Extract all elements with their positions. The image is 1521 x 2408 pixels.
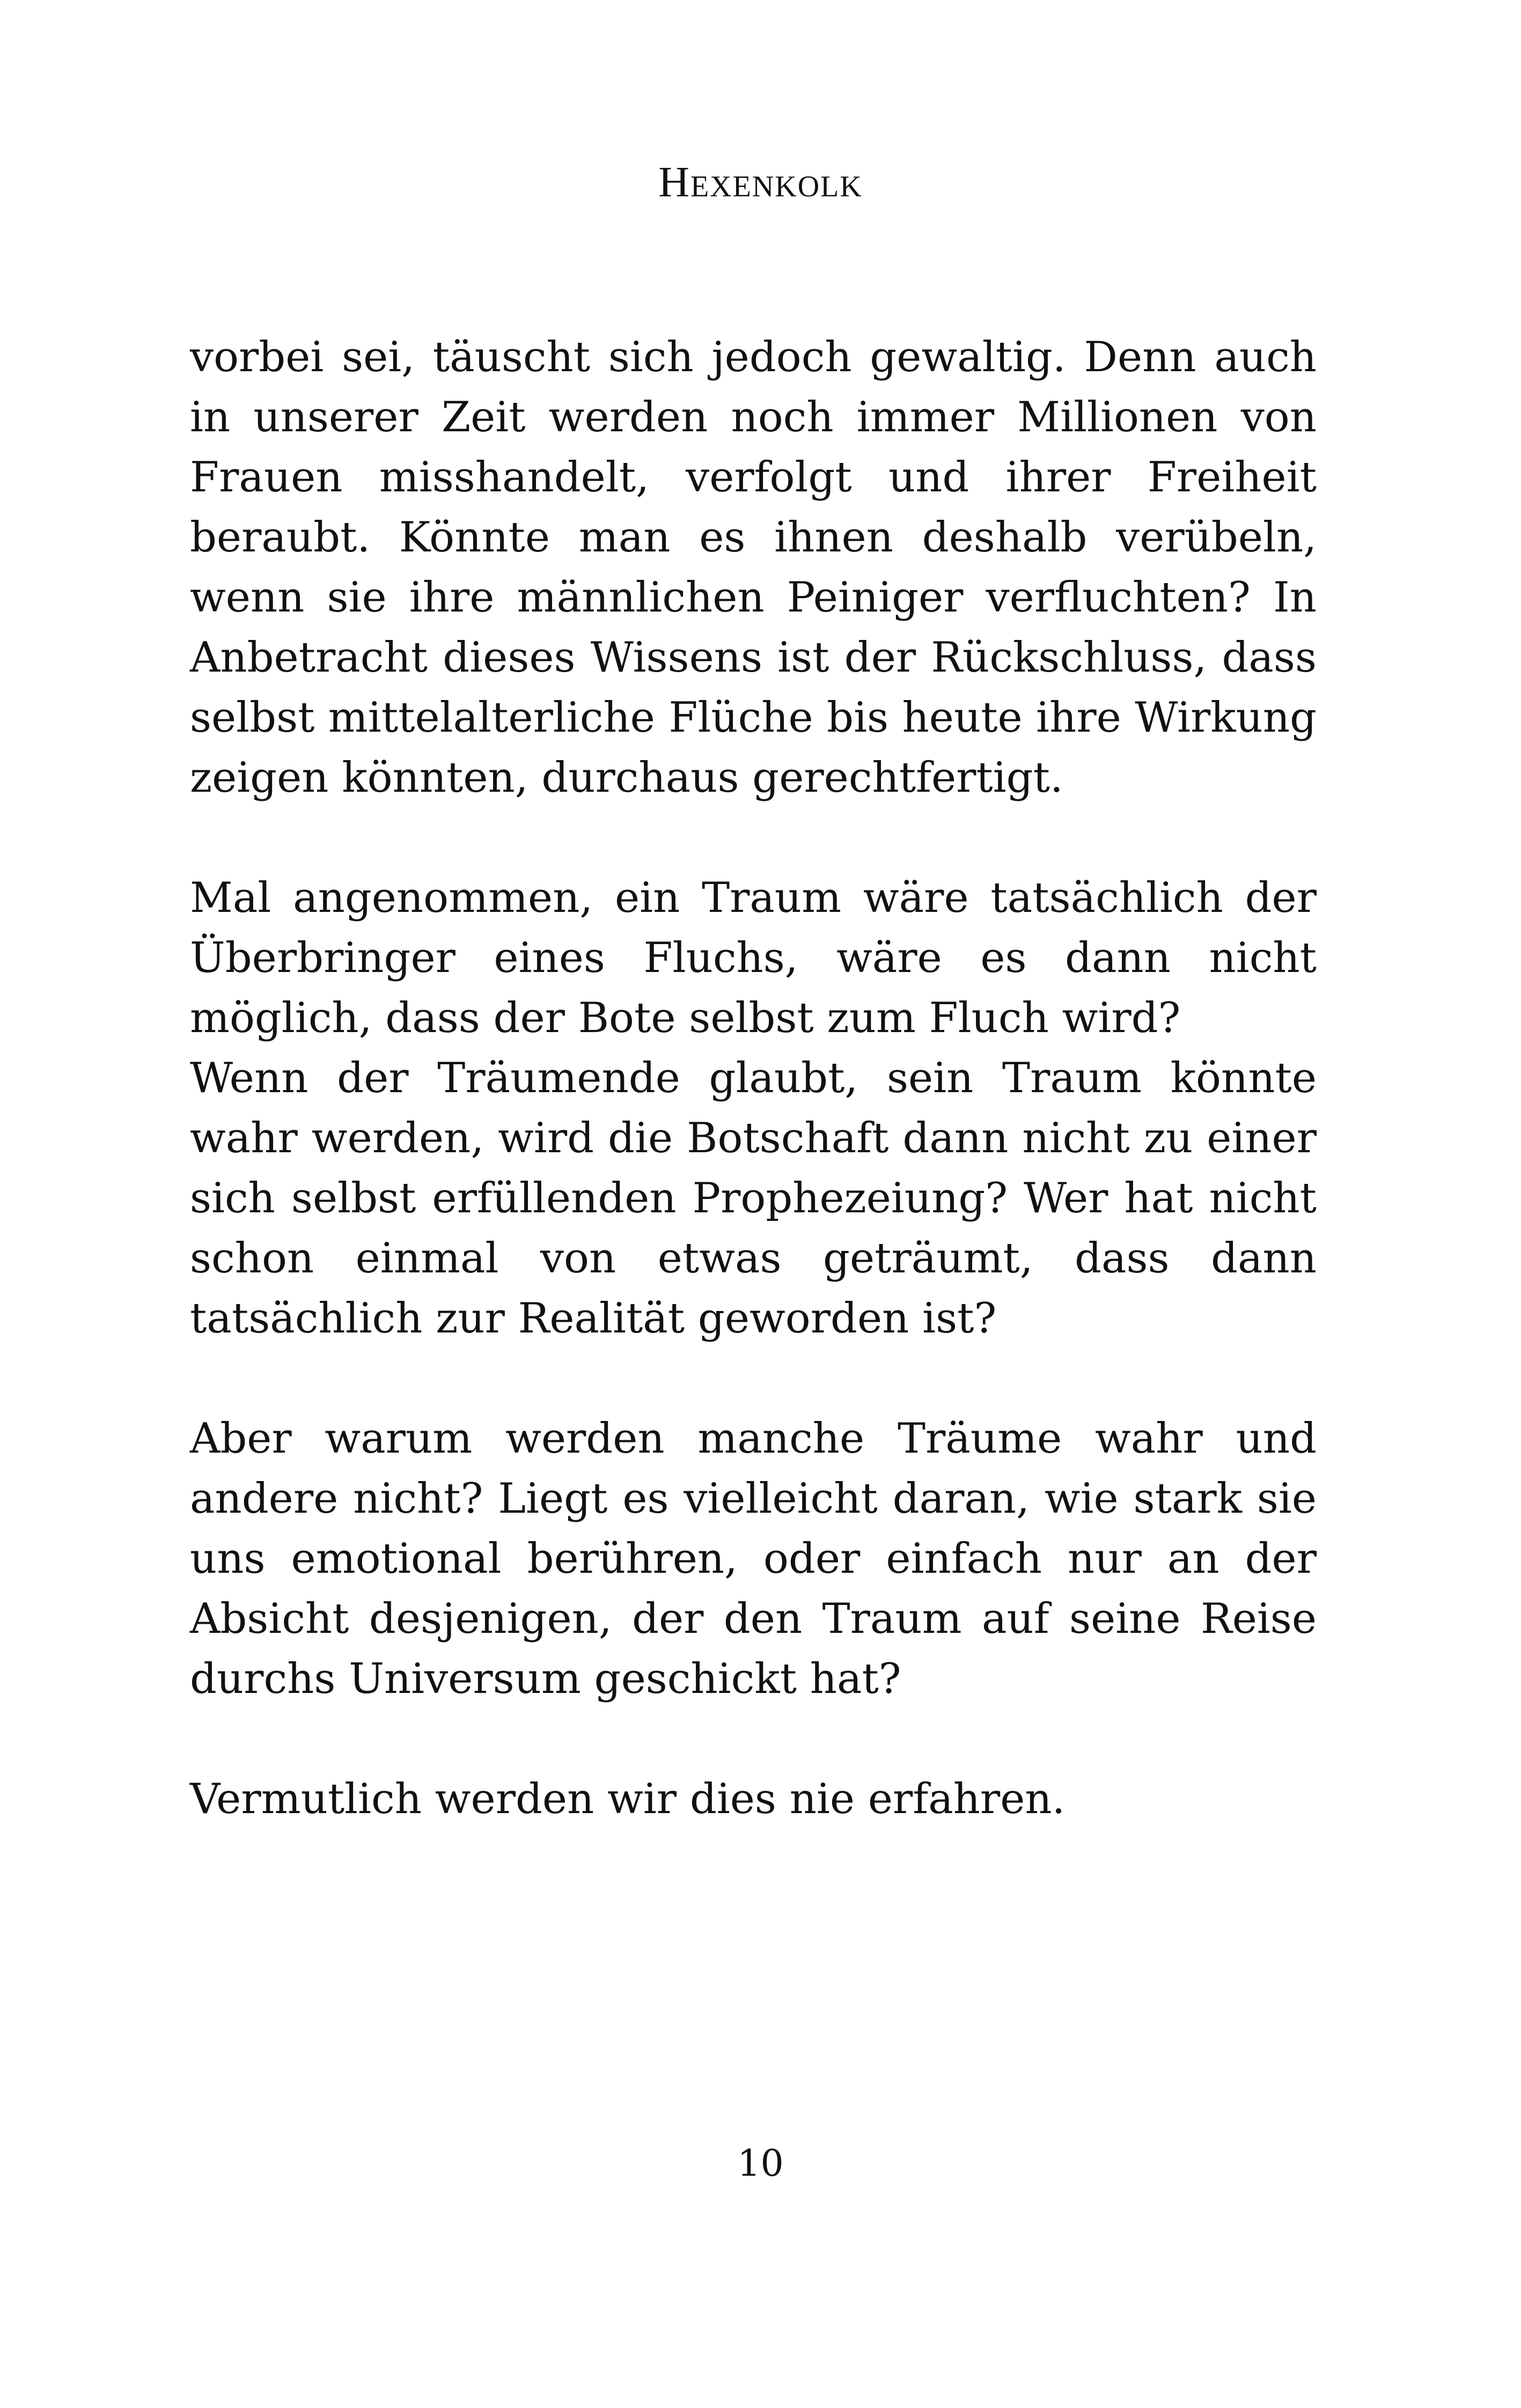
paragraph-2 [190,868,1317,1349]
text-line: vorbei sei, täuscht sich jedoch gewaltig. Denn auch [190,333,1317,381]
text-line: uns emotional berühren, oder einfach nur an der [190,1535,1317,1583]
paragraph-4 [190,1769,1317,1829]
running-header: Hexenkolk [658,159,863,206]
paragraph-3 [190,1409,1317,1709]
text-line: Vermutlich werden wir dies nie erfahren. [190,1775,1066,1823]
text-line: tatsächlich zur Realität geworden ist? [190,1294,997,1343]
text-line: Frauen misshandelt, verfolgt und ihrer Freiheit [190,453,1317,502]
text-line: beraubt. Könnte man es ihnen deshalb verübeln, [190,513,1317,562]
text-line: sich selbst erfüllenden Prophezeiung? Wer hat nicht [190,1174,1317,1223]
text-line: Mal angenommen, ein Traum wäre tatsächlich der [190,874,1317,922]
text-line: Wenn der Träumende glaubt, sein Traum könnte [190,1054,1317,1102]
text-line: wenn sie ihre männlichen Peiniger verfluchten? In [190,573,1317,622]
text-line: möglich, dass der Bote selbst zum Fluch wird? [190,994,1181,1042]
text-line: selbst mittelalterliche Flüche bis heute ihre Wirkung [190,694,1317,742]
page-number: 10 [737,2142,784,2185]
text-line: Anbetracht dieses Wissens ist der Rückschluss, dass [190,634,1317,682]
text-line: zeigen könnten, durchaus gerechtfertigt. [190,754,1063,802]
text-line: wahr werden, wird die Botschaft dann nicht zu einer [190,1114,1317,1162]
text-line: Absicht desjenigen, der den Traum auf seine Reise [190,1595,1317,1643]
body-text [190,327,1317,1889]
text-line: andere nicht? Liegt es vielleicht daran, wie stark sie [190,1475,1317,1523]
text-line: Überbringer eines Fluchs, wäre es dann nicht [190,934,1317,982]
text-line: Aber warum werden manche Träume wahr und [190,1415,1317,1463]
text-line: durchs Universum geschickt hat? [190,1655,901,1703]
text-line: in unserer Zeit werden noch immer Millionen von [190,393,1317,441]
paragraph-1 [190,327,1317,808]
text-line: schon einmal von etwas geträumt, dass dann [190,1234,1317,1283]
